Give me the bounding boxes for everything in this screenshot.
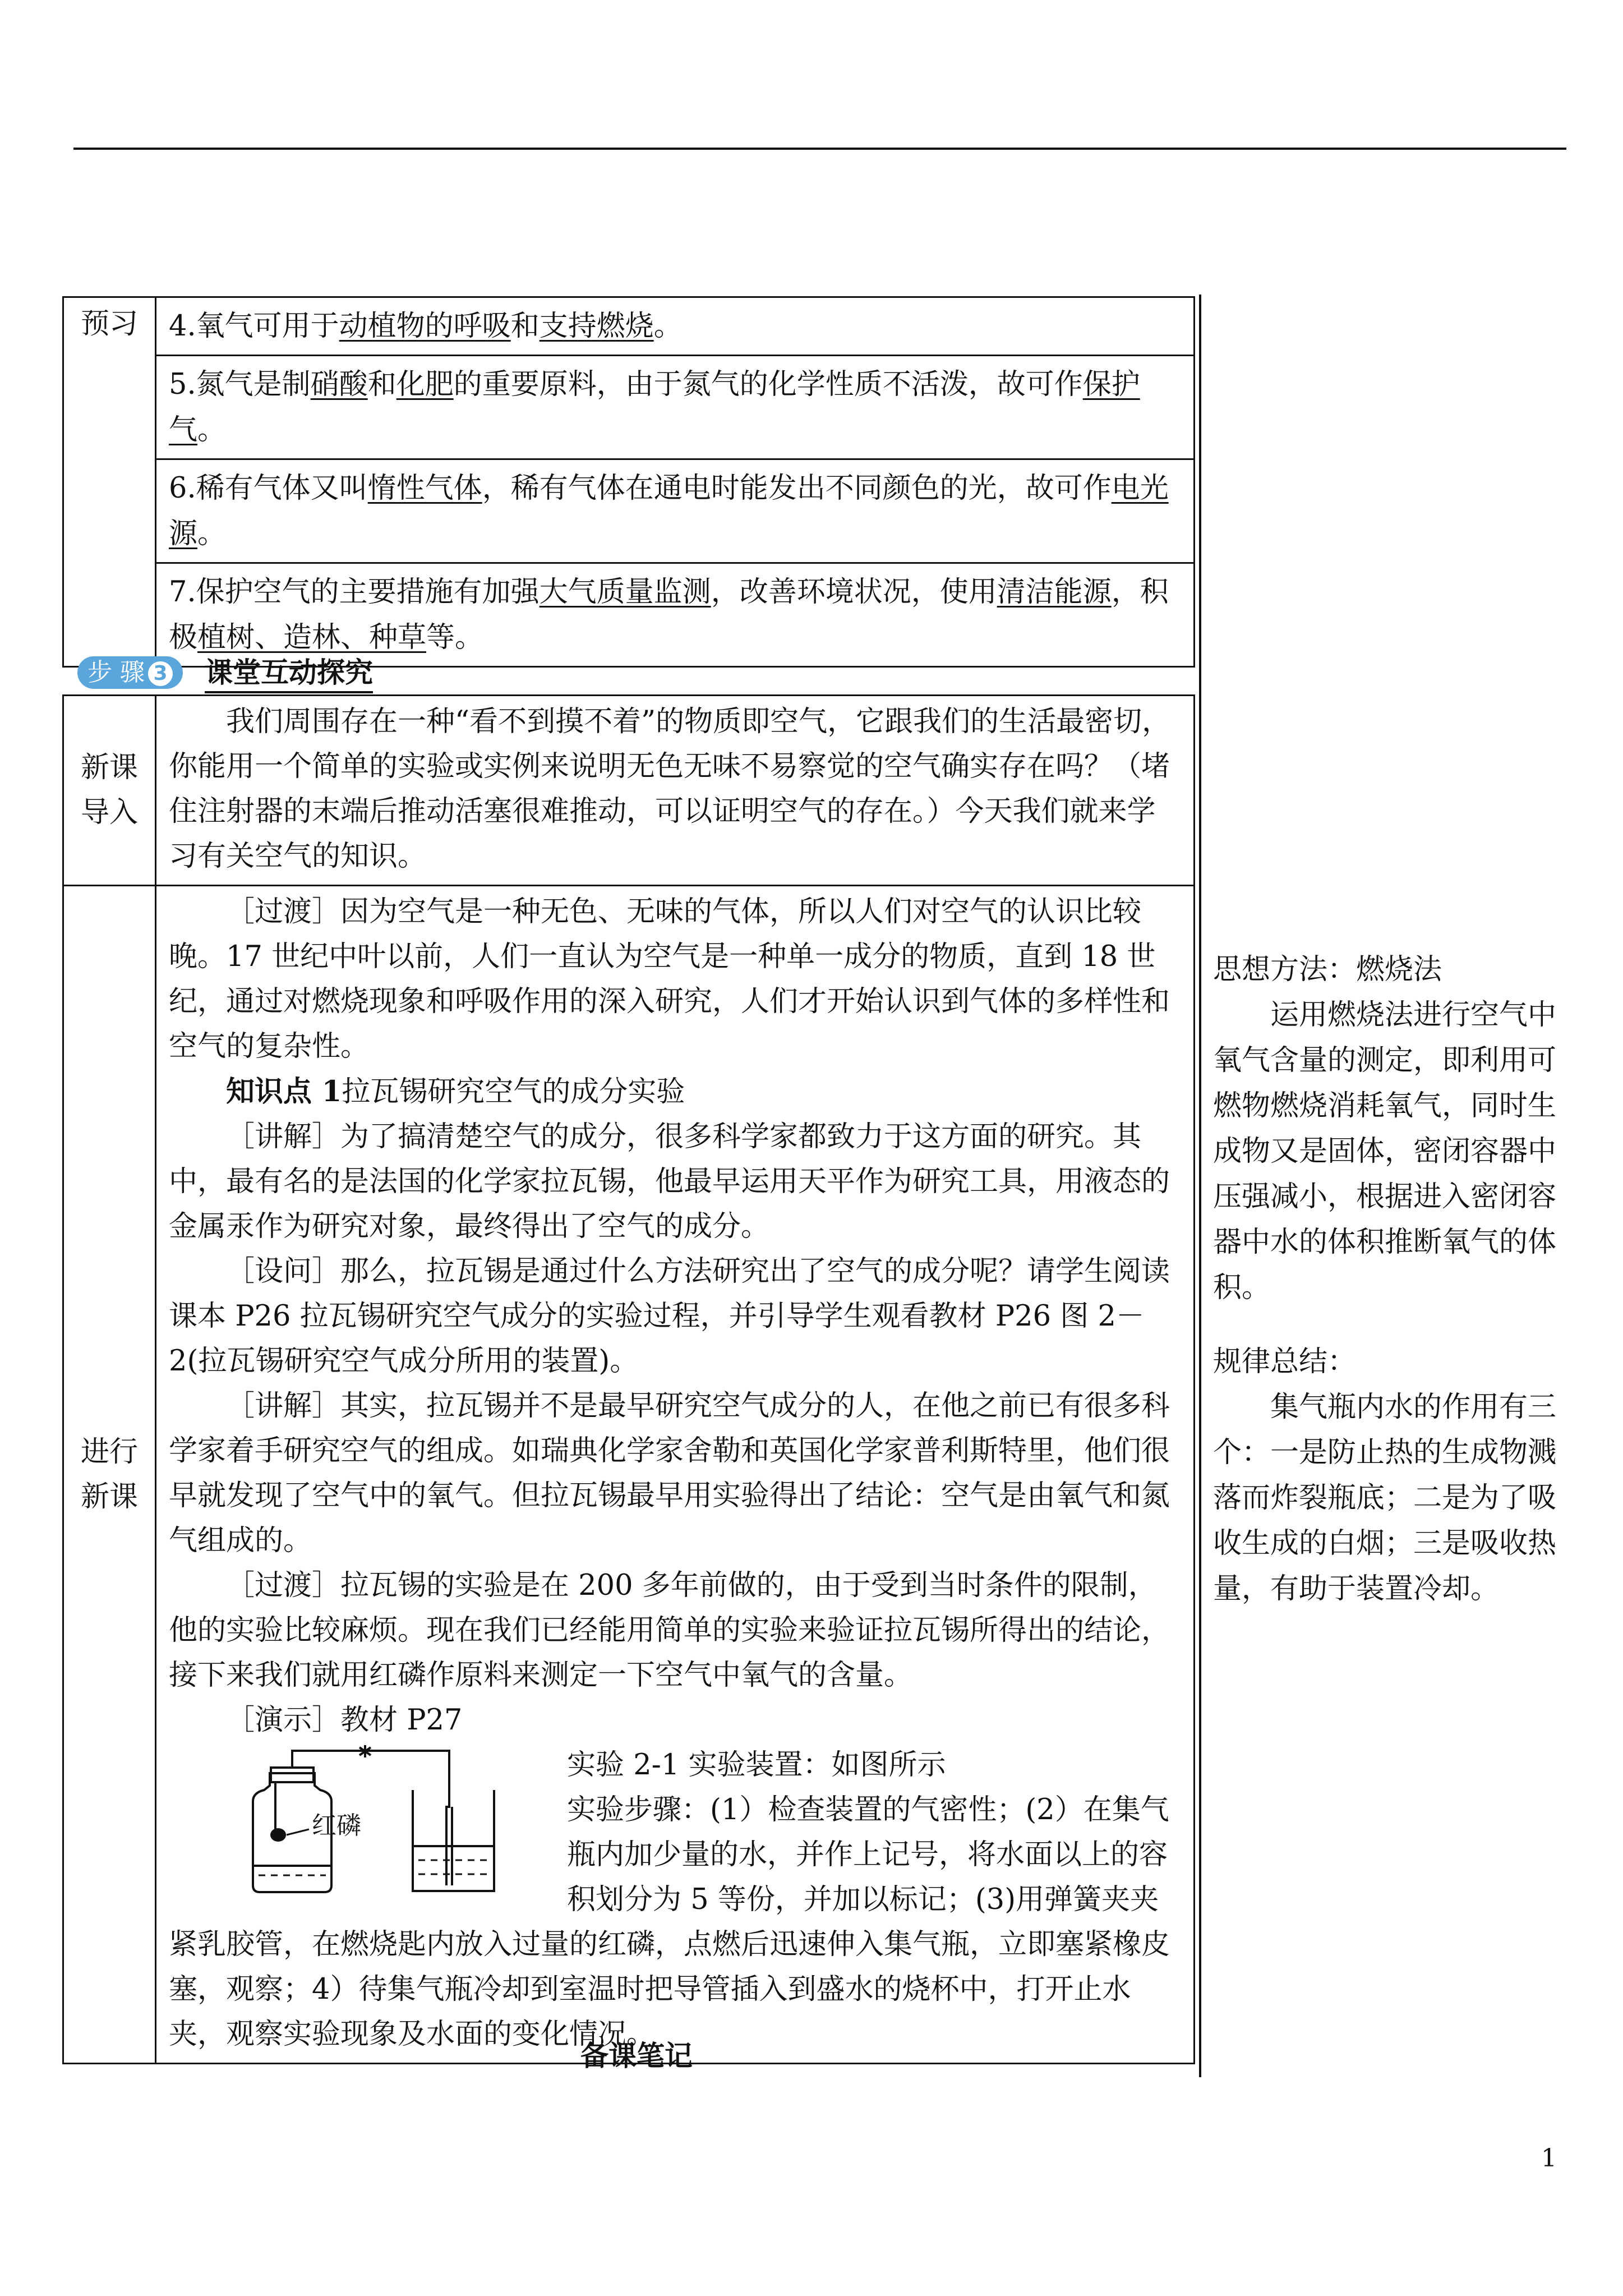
preview-row — [63, 297, 1195, 356]
intro-label — [63, 696, 156, 886]
text-segment: 4.氧气可用于 — [169, 310, 339, 343]
experiment-block — [169, 1743, 1181, 2057]
paragraph-explain: ［讲解］为了搞清楚空气的成分，很多科学家都致力于这方面的研究。其中，最有名的是法国的化学家拉瓦锡，他最早运用天平作为研究工具，用液态的金属汞作为研究对象，最终得出了空气的成分。 — [169, 1120, 1170, 1243]
answer-blank: 动植物的呼吸 — [339, 310, 511, 343]
intro-label-line1: 新课 — [80, 751, 138, 784]
text-segment: ，改善环境状况，使用 — [711, 576, 997, 609]
answer-blank: 化肥 — [396, 368, 454, 401]
text-segment: 等。 — [426, 621, 484, 654]
preview-table — [62, 296, 1195, 668]
paragraph-demo: ［演示］教材 P27 — [226, 1704, 463, 1737]
answer-blank: 电光源 — [169, 472, 1169, 550]
text-segment: ，积极 — [169, 576, 1169, 654]
text-segment: 。 — [197, 413, 227, 447]
step-badge — [77, 656, 183, 689]
knowledge-point-number: 知识点 1 — [226, 1075, 342, 1108]
text-segment: 。 — [653, 310, 683, 343]
paragraph-question: ［设问］那么，拉瓦锡是通过什么方法研究出了空气的成分呢？请学生阅读课本 P26 拉瓦锡研究空气成分的实验过程，并引导学生观看教材 P26 图 2－2(拉瓦锡研究空气成分所用的装置)。 — [169, 1255, 1170, 1378]
answer-blank: 清洁能源 — [997, 576, 1112, 609]
experiment-title: 实验 2-1 实验装置：如图所示 — [567, 1749, 946, 1782]
step-number: 3 — [148, 661, 173, 686]
paragraph-explain-2: ［讲解］其实，拉瓦锡并不是最早研究空气成分的人，在他之前已有很多科学家着手研究空气的组成。如瑞典化学家舍勒和英国化学家普利斯特里，他们很早就发现了空气中的氧气。但拉瓦锡最早用实验得出了结论：空气是由氧气和氮气组成的。 — [169, 1389, 1170, 1557]
header-rule — [73, 148, 1566, 150]
section-title: 课堂互动探究 — [205, 655, 373, 693]
answer-blank: 大气质量监测 — [539, 576, 711, 609]
preview-item — [156, 459, 1195, 563]
intro-label-line2: 导入 — [80, 796, 138, 829]
knowledge-point-heading — [169, 1069, 1181, 1115]
text-segment: 6.稀有气体又叫 — [169, 472, 368, 505]
preview-row — [63, 459, 1195, 563]
preview-item — [156, 297, 1195, 356]
paragraph-transition-2: ［过渡］拉瓦锡的实验是在 200 多年前做的，由于受到当时条件的限制，他的实验比较麻烦。现在我们已经能用简单的实验来验证拉瓦锡所得出的结论，接下来我们就用红磷作原料来测定一下空气中氧气的含量。 — [169, 1569, 1170, 1692]
preview-row — [63, 563, 1195, 667]
intro-cell — [156, 696, 1195, 886]
lesson-label-line2: 新课 — [80, 1480, 138, 1513]
method-text: 运用燃烧法进行空气中氧气含量的测定，即利用可燃物燃烧消耗氧气，同时生成物又是固体，密闭容器中压强减小，根据进入密闭容器中水的体积推断氧气的体积。 — [1213, 999, 1557, 1304]
notes-title: 备课笔记 — [580, 2039, 693, 2072]
answer-blank: 植树、造林、种草 — [197, 621, 427, 654]
apparatus-label: 红磷 — [312, 1811, 361, 1840]
method-title: 思想方法：燃烧法 — [1213, 953, 1442, 986]
apparatus-diagram — [230, 1745, 545, 1902]
sidebar-method — [1213, 947, 1558, 1310]
text-segment: 和 — [367, 368, 396, 401]
lesson-label-line1: 进行 — [80, 1435, 138, 1469]
rule-title: 规律总结： — [1213, 1345, 1357, 1378]
lesson-label — [63, 886, 156, 2064]
text-segment: ，稀有气体在通电时能发出不同颜色的光，故可作 — [482, 472, 1112, 505]
step-badge-label: 步 骤 — [87, 658, 145, 687]
preview-item — [156, 356, 1195, 459]
answer-blank: 保护气 — [169, 368, 1140, 447]
experiment-steps: 实验步骤：(1）检查装置的气密性；(2）在集气瓶内加少量的水，并作上记号，将水面以上的容积划分为 5 等份，并加以标记；(3)用弹簧夹夹紧乳胶管，在燃烧匙内放入过量的红磷，点燃后迅速伸入集气瓶，立即塞紧橡皮塞，观察；4）待集气瓶冷却到室温时把导管插入到盛水的烧杯中，打开止水夹，观察实验现象及水面的变化情况。 — [169, 1793, 1170, 2051]
text-segment: 。 — [197, 517, 227, 550]
answer-blank: 惰性气体 — [367, 472, 482, 505]
preview-row — [63, 356, 1195, 459]
text-segment: 7.保护空气的主要措施有加强 — [169, 576, 540, 609]
intro-row — [63, 696, 1195, 886]
lesson-table — [62, 694, 1195, 2064]
knowledge-point-title: 拉瓦锡研究空气的成分实验 — [342, 1075, 685, 1108]
preview-item-text — [169, 472, 1169, 550]
paragraph-transition: ［过渡］因为空气是一种无色、无味的气体，所以人们对空气的认识比较晚。17 世纪中叶以前，人们一直认为空气是一种单一成分的物质，直到 18 世纪，通过对燃烧现象和呼吸作用的深入研究，人们才开始认识到气体的多样性和空气的复杂性。 — [169, 895, 1170, 1063]
answer-blank: 支持燃烧 — [539, 310, 654, 343]
rule-text: 集气瓶内水的作用有三个：一是防止热的生成物溅落而炸裂瓶底；二是为了吸收生成的白烟；三是吸收热量，有助于装置冷却。 — [1213, 1391, 1557, 1605]
answer-blank: 硝酸 — [310, 368, 368, 401]
text-segment: 的重要原料，由于氮气的化学性质不活泼，故可作 — [453, 368, 1083, 401]
preview-label: 预习 — [63, 297, 156, 667]
intro-text: 我们周围存在一种“看不到摸不着”的物质即空气，它跟我们的生活最密切，你能用一个简单的实验或实例来说明无色无味不易察觉的空气确实存在吗？（堵住注射器的末端后推动活塞很难推动，可以证明空气的存在。）今天我们就来学习有关空气的知识。 — [169, 705, 1171, 873]
lesson-row — [63, 886, 1195, 2064]
text-segment: 和 — [510, 310, 540, 343]
preview-item-text — [169, 368, 1140, 447]
preview-item-text — [169, 576, 1169, 654]
preview-item — [156, 563, 1195, 667]
lesson-cell — [156, 886, 1195, 2064]
page-number: 1 — [1541, 2144, 1557, 2173]
sidebar-rule — [1213, 1339, 1558, 1612]
margin-divider — [1199, 295, 1201, 2077]
text-segment: 5.氮气是制 — [169, 368, 311, 401]
preview-item-text — [169, 310, 683, 343]
